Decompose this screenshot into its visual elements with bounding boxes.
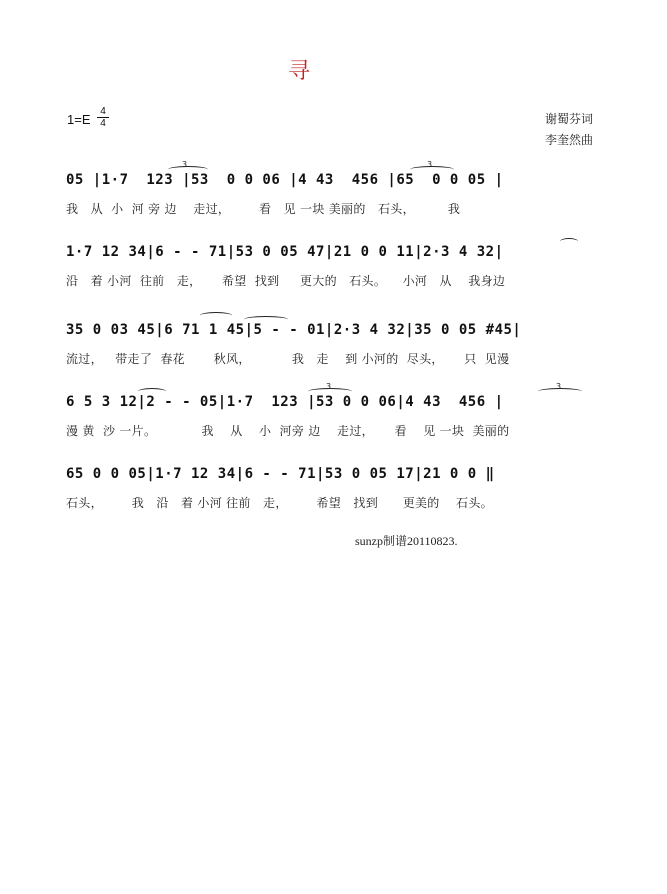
notation-line: 65 0 0 05|1·7 12 34|6 - - 71|53 0 05 17|21 0 0 ‖ (66, 466, 495, 482)
time-signature-bottom: 4 (100, 118, 106, 129)
triplet-marker: 3 (556, 382, 562, 391)
score-row-1 (0, 160, 667, 232)
lyric-line: 石头， 我 沿 着 小河 往前 走， 希望 找到 更美的 石头。 (66, 496, 493, 510)
score-row-4 (0, 382, 667, 454)
time-signature-top: 4 (100, 106, 106, 117)
composer-credit: 李奎然曲 (545, 133, 594, 147)
score-row-2 (0, 244, 667, 304)
triplet-marker: 3 (326, 382, 332, 391)
notation-line: 35 0 03 45|6 71 1 45|5 - - 01|2·3 4 32|35 0 05 #45| (66, 322, 522, 338)
lyric-line: 漫 黄 沙 一片。 我 从 小 河旁 边 走过， 看 见 一块 美丽的 (66, 424, 510, 438)
transcriber-note: sunzp制谱20110823. (355, 534, 458, 548)
lyricist-credit: 谢蜀芬词 (545, 112, 594, 126)
score-row-5 (0, 466, 667, 526)
score-row-3 (0, 322, 667, 382)
lyric-line: 我 从 小 河 旁 边 走过， 看 见 一块 美丽的 石头， 我 (66, 202, 461, 216)
triplet-marker: 3 (427, 160, 433, 169)
lyric-line: 沿 着 小河 往前 走， 希望 找到 更大的 石头。 小河 从 我身边 (66, 274, 506, 288)
song-title: 寻 (288, 59, 313, 84)
time-signature (97, 107, 109, 128)
lyric-line: 流过， 带走了 春花 秋风， 我 走 到 小河的 尽头， 只 见漫 (66, 352, 510, 366)
slur-mark (200, 312, 232, 319)
key-signature: 1=E (67, 112, 91, 127)
notation-line: 05 |1·7 123 |53 0 0 06 |4 43 456 |65 0 0 05 | (66, 172, 504, 188)
triplet-marker: 3 (182, 160, 188, 169)
notation-line: 1·7 12 34|6 - - 71|53 0 05 47|21 0 0 11|2·3 4 32| (66, 244, 504, 260)
notation-line: 6 5 3 12|2 - - 05|1·7 123 |53 0 0 06|4 43 456 | (66, 394, 504, 410)
